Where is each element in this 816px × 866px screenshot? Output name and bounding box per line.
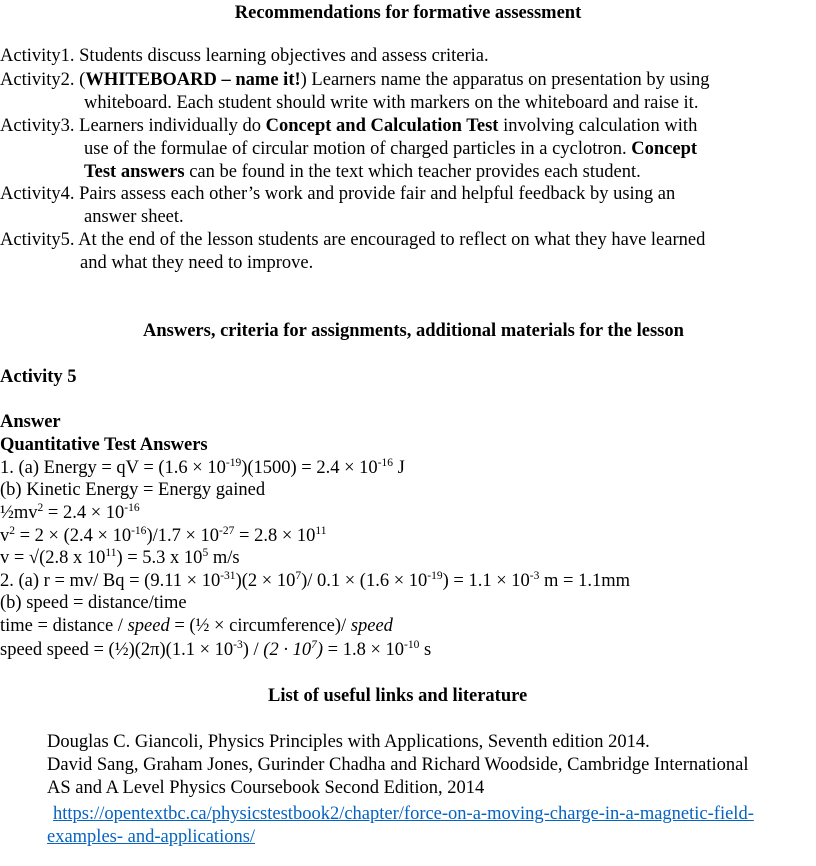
links-title: List of useful links and literature xyxy=(268,686,528,706)
equation-line: speed speed = (½)(2π)(1.1 × $10^{-3}) / (2 \cdot 10^7) = 1.8 \times 10^{-10}$ s xyxy=(0,639,432,660)
activity-bold-text: WHITEBOARD – name it! xyxy=(85,70,301,90)
quantitative-heading: Quantitative Test Answers xyxy=(0,435,208,455)
literature-item: Douglas C. Giancoli, Physics Principles with Applications, Seventh edition 2014. xyxy=(47,732,650,752)
reference-link-cont[interactable] xyxy=(47,826,255,848)
activity5-heading: Activity 5 xyxy=(0,367,77,387)
activity-text: involving calculation with xyxy=(498,116,698,136)
reference-link[interactable] xyxy=(53,803,754,825)
activity-2-cont: whiteboard. Each student should write with markers on the whiteboard and raise it. xyxy=(84,93,699,113)
answers-title: Answers, criteria for assignments, additional materials for the lesson xyxy=(143,321,684,341)
activity-4 xyxy=(0,183,675,205)
section-title: Recommendations for formative assessment xyxy=(234,3,582,23)
activity-1 xyxy=(0,45,489,67)
activity-text: Students discuss learning objectives and assess criteria. xyxy=(74,46,489,66)
activity-text: ( xyxy=(74,70,86,90)
activity-bold-text: Concept xyxy=(631,139,698,159)
activity-5 xyxy=(0,229,705,251)
activity-4-cont: answer sheet. xyxy=(84,207,184,227)
activity-bold-text: Test answers xyxy=(84,162,185,182)
activity-text: Learners individually do xyxy=(74,116,266,136)
reference-link-text[interactable]: examples- and-applications/ xyxy=(47,827,256,847)
equation-line: time = distance / speed = (½ × circumference)/ speed xyxy=(0,616,393,636)
activity-5-cont: and what they need to improve. xyxy=(80,253,314,273)
equation-line: $\frac{1}{2}mv^2 = 2.4 \times 10^{-16}$ xyxy=(0,502,140,523)
activity-text: can be found in the text which teacher provides each student. xyxy=(184,162,641,182)
activity-label: Activity4. xyxy=(0,184,75,204)
activity-label: Activity2. xyxy=(0,70,75,90)
answer-heading: Answer xyxy=(0,412,61,432)
literature-item: David Sang, Graham Jones, Gurinder Chadha and Richard Woodside, Cambridge International xyxy=(47,755,749,775)
equation-line: 1. (a) Energy = qV = $(1.6 \times 10^{-19})(1500) = 2.4 \times 10^{-16}$ J xyxy=(0,457,405,478)
equation-line: 2. (a) r = mv/ $Bq = (9.11 \times 10^{-31})(2 \times 10^7)/$ $0.1 \times (1.6 \times 10^{-19}) = 1.1 \times 10^{-3}$ m = 1.1mm xyxy=(0,570,630,591)
activity-text: At the end of the lesson students are encouraged to reflect on what they have learned xyxy=(74,230,706,250)
equation-line: $v^2 = 2 \times (2.4 \times 10^{-16})/1.7 \times 10^{-27} = 2.8 \times 10^{11}$ xyxy=(0,525,327,546)
activity-label: Activity3. xyxy=(0,116,75,136)
activity-text: Pairs assess each other’s work and provide fair and helpful feedback by using an xyxy=(74,184,676,204)
activity-2 xyxy=(0,69,710,91)
activity-label: Activity5. xyxy=(0,230,75,250)
literature-item: AS and A Level Physics Coursebook Second Edition, 2014 xyxy=(47,778,485,798)
activity-3-cont2 xyxy=(84,161,641,183)
activity-3 xyxy=(0,115,697,137)
activity-label: Activity1. xyxy=(0,46,75,66)
equation-line: (b) Kinetic Energy = Energy gained xyxy=(0,480,266,500)
reference-link-text[interactable]: https://opentextbc.ca/physicstestbook2/chapter/force-on-a-moving-charge-in-a-magnetic-field- xyxy=(53,804,754,824)
activity-text: use of the formulae of circular motion of charged particles in a cyclotron. xyxy=(84,139,632,159)
activity-3-cont xyxy=(84,138,697,160)
equation-line: v = √(2.8 x $10^{11}) = 5.3$ x $10^5$ m/s xyxy=(0,547,240,568)
activity-text: ) Learners name the apparatus on presentation by using xyxy=(300,70,710,90)
equation-line: (b) speed = distance/time xyxy=(0,593,187,613)
activity-bold-text: Concept and Calculation Test xyxy=(265,116,499,136)
